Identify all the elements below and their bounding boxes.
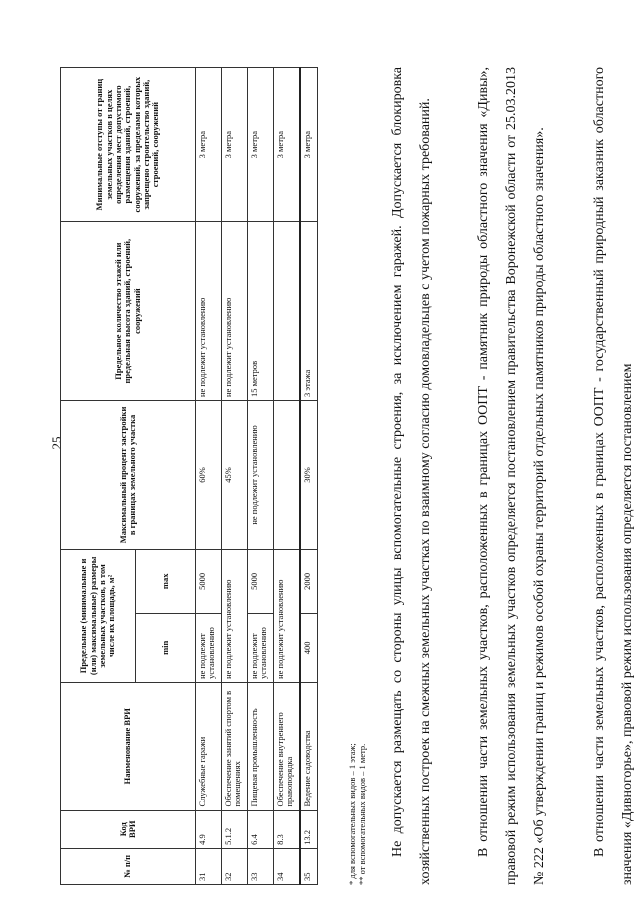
cell-code: 13.2 <box>300 810 318 848</box>
header-code: Код ВРИ <box>61 810 196 848</box>
cell-setback: 3 метра <box>248 68 274 222</box>
cell-name: Служебные гаражи <box>196 682 222 810</box>
cell-max: 5000 <box>196 549 222 613</box>
footnote: ** от вспомогательных видов – 1 метр. <box>357 743 368 885</box>
table-row <box>300 68 318 885</box>
cell-percent <box>274 401 300 550</box>
paragraph-divnogorye-oopt: В отношении части земельных участков, расположенных в границах ООПТ - государственный природный заказник областного значения «Дивногорье», правовой режим использования определяется постановлением <box>592 67 635 885</box>
page-number: 25 <box>49 436 64 450</box>
header-setback: Минимальные отступы от границ земельных участков в целях определения мест допустимого размещения зданий, строений, сооружений, за пределами которых запрещено строительство зданий, строений, сооружений <box>61 68 196 222</box>
table-row <box>248 68 274 885</box>
cell-percent: 60% <box>196 401 222 550</box>
table-row <box>196 68 222 885</box>
cell-setback: 3 метра <box>274 68 300 222</box>
header-min: min <box>136 613 196 682</box>
regulations-table <box>60 67 318 885</box>
cell-floors <box>274 222 300 401</box>
cell-code: 8.3 <box>274 810 300 848</box>
footnote: * для вспомогательных видов – 1 этаж; <box>347 743 357 885</box>
cell-num: 35 <box>300 848 318 884</box>
header-percent: Максимальный процент застройки в границах земельного участка <box>61 401 196 550</box>
cell-num: 34 <box>274 848 300 884</box>
cell-max: 2000 <box>300 549 318 613</box>
header-num: № п/п <box>61 848 196 884</box>
paragraph-divy-oopt: В отношении части земельных участков, расположенных в границах ООПТ - памятник природы областного значения «Дивы», правовой режим использования земельных участков определяется постановлением правительства Воронежской области от 25.03.2013 № 222 «Об утверждении границ и режимов особой охраны территорий отдельных памятников природы областного значения». <box>476 67 547 885</box>
table-header-row <box>61 68 136 885</box>
cell-setback: 3 метра <box>222 68 248 222</box>
cell-min: не подлежит установлению <box>248 613 274 682</box>
table-footnotes <box>347 743 367 885</box>
header-floors: Предельное количество этажей или предельная высота зданий, строений, сооружений <box>61 222 196 401</box>
cell-name: Обеспечение занятий спортом в помещениях <box>222 682 248 810</box>
cell-percent: не подлежит установлению <box>248 401 274 550</box>
header-max: max <box>136 549 196 613</box>
cell-name: Обеспечение внутреннего правопорядка <box>274 682 300 810</box>
cell-min: 400 <box>300 613 318 682</box>
cell-setback: 3 метра <box>196 68 222 222</box>
cell-size-merged: не подлежит установлению <box>222 549 248 682</box>
cell-percent: 30% <box>300 401 318 550</box>
cell-num: 32 <box>222 848 248 884</box>
cell-name: Ведение садоводства <box>300 682 318 810</box>
cell-floors: 15 метров <box>248 222 274 401</box>
cell-name: Пищевая промышленность <box>248 682 274 810</box>
cell-percent: 45% <box>222 401 248 550</box>
header-name: Наименование ВРИ <box>61 682 196 810</box>
paragraph-auxiliary-buildings: Не допускается размещать со стороны улицы вспомогательные строения, за исключением гаражей. Допускается блокировка хозяйственных построек на смежных земельных участках по взаимному согласию домовладельцев с учетом пожарных требований. <box>390 67 433 885</box>
cell-floors: 3 этажа <box>300 222 318 401</box>
cell-floors: не подлежит установлению <box>222 222 248 401</box>
table-row <box>222 68 248 885</box>
cell-code: 6.4 <box>248 810 274 848</box>
cell-code: 5.1.2 <box>222 810 248 848</box>
cell-num: 31 <box>196 848 222 884</box>
cell-code: 4.9 <box>196 810 222 848</box>
cell-max: 5000 <box>248 549 274 613</box>
cell-num: 33 <box>248 848 274 884</box>
cell-setback: 3 метра <box>300 68 318 222</box>
cell-floors: не подлежит установлению <box>196 222 222 401</box>
rotated-document-content <box>32 5 635 885</box>
table-row <box>274 68 300 885</box>
cell-size-merged: не подлежит установлению <box>274 549 300 682</box>
header-size-group: Предельные (минимальные и (или) максимальные) размеры земельных участков, в том числе их площадь, м² <box>61 549 136 682</box>
cell-min: не подлежит установлению <box>196 613 222 682</box>
